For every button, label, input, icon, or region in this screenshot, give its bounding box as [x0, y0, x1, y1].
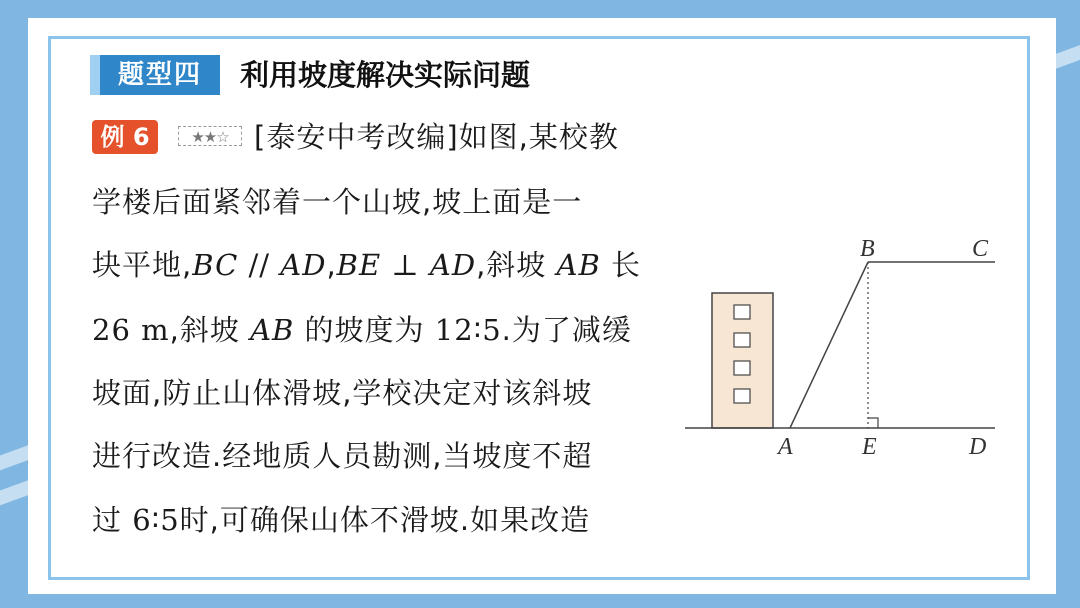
difficulty-stars: ★★☆ — [178, 126, 242, 146]
problem-text: 过 — [92, 503, 133, 537]
problem-line-3 — [92, 245, 641, 285]
math-segment: BC — [192, 248, 239, 282]
right-angle-mark — [868, 418, 878, 428]
building-window — [734, 333, 750, 347]
math-symbol: // — [238, 248, 281, 282]
section-title: 利用坡度解决实际问题 — [240, 58, 531, 92]
problem-text: , — [326, 248, 337, 282]
label-e: E — [862, 434, 877, 460]
problem-line-2: 学楼后面紧邻着一个山坡,坡上面是一 — [92, 185, 583, 219]
building-window — [734, 305, 750, 319]
problem-text: 如图,某校教 — [458, 120, 619, 154]
math-segment: BE — [336, 248, 382, 282]
source-label: [泰安中考改编] — [254, 120, 459, 154]
problem-line-6: 进行改造.经地质人员勘测,当坡度不超 — [92, 439, 593, 473]
building-window — [734, 361, 750, 375]
math-segment: AB — [250, 313, 295, 347]
label-c: C — [972, 236, 989, 262]
problem-line-4 — [92, 310, 632, 350]
label-a: A — [778, 434, 793, 460]
math-segment: AD — [280, 248, 327, 282]
length-value: 26 m — [92, 313, 170, 347]
problem-line-1 — [254, 117, 619, 157]
problem-text: .为了减缓 — [501, 313, 632, 347]
section-tag: 题型四 — [90, 55, 220, 95]
slope-line-ab — [790, 262, 868, 428]
label-d: D — [969, 434, 987, 460]
problem-text: 的坡度为 — [294, 313, 435, 347]
example-badge: 例 6 — [92, 120, 158, 154]
problem-line-5: 坡面,防止山体滑坡,学校决定对该斜坡 — [92, 376, 593, 410]
problem-text: 长 — [600, 248, 641, 282]
label-b: B — [860, 236, 875, 262]
slope-ratio: 12∶5 — [434, 313, 502, 347]
problem-line-7 — [92, 500, 590, 540]
math-segment: AD — [429, 248, 477, 282]
building-window — [734, 389, 750, 403]
problem-text: ,斜坡 — [476, 248, 557, 282]
slope-diagram — [680, 230, 1010, 470]
math-segment: AB — [556, 248, 601, 282]
problem-text: ,斜坡 — [169, 313, 251, 347]
school-building — [712, 293, 773, 428]
math-symbol: ⊥ — [381, 248, 430, 282]
problem-text: 时,可确保山体不滑坡.如果改造 — [179, 503, 591, 537]
slope-ratio: 6∶5 — [132, 503, 180, 537]
problem-text: 块平地, — [92, 248, 193, 282]
